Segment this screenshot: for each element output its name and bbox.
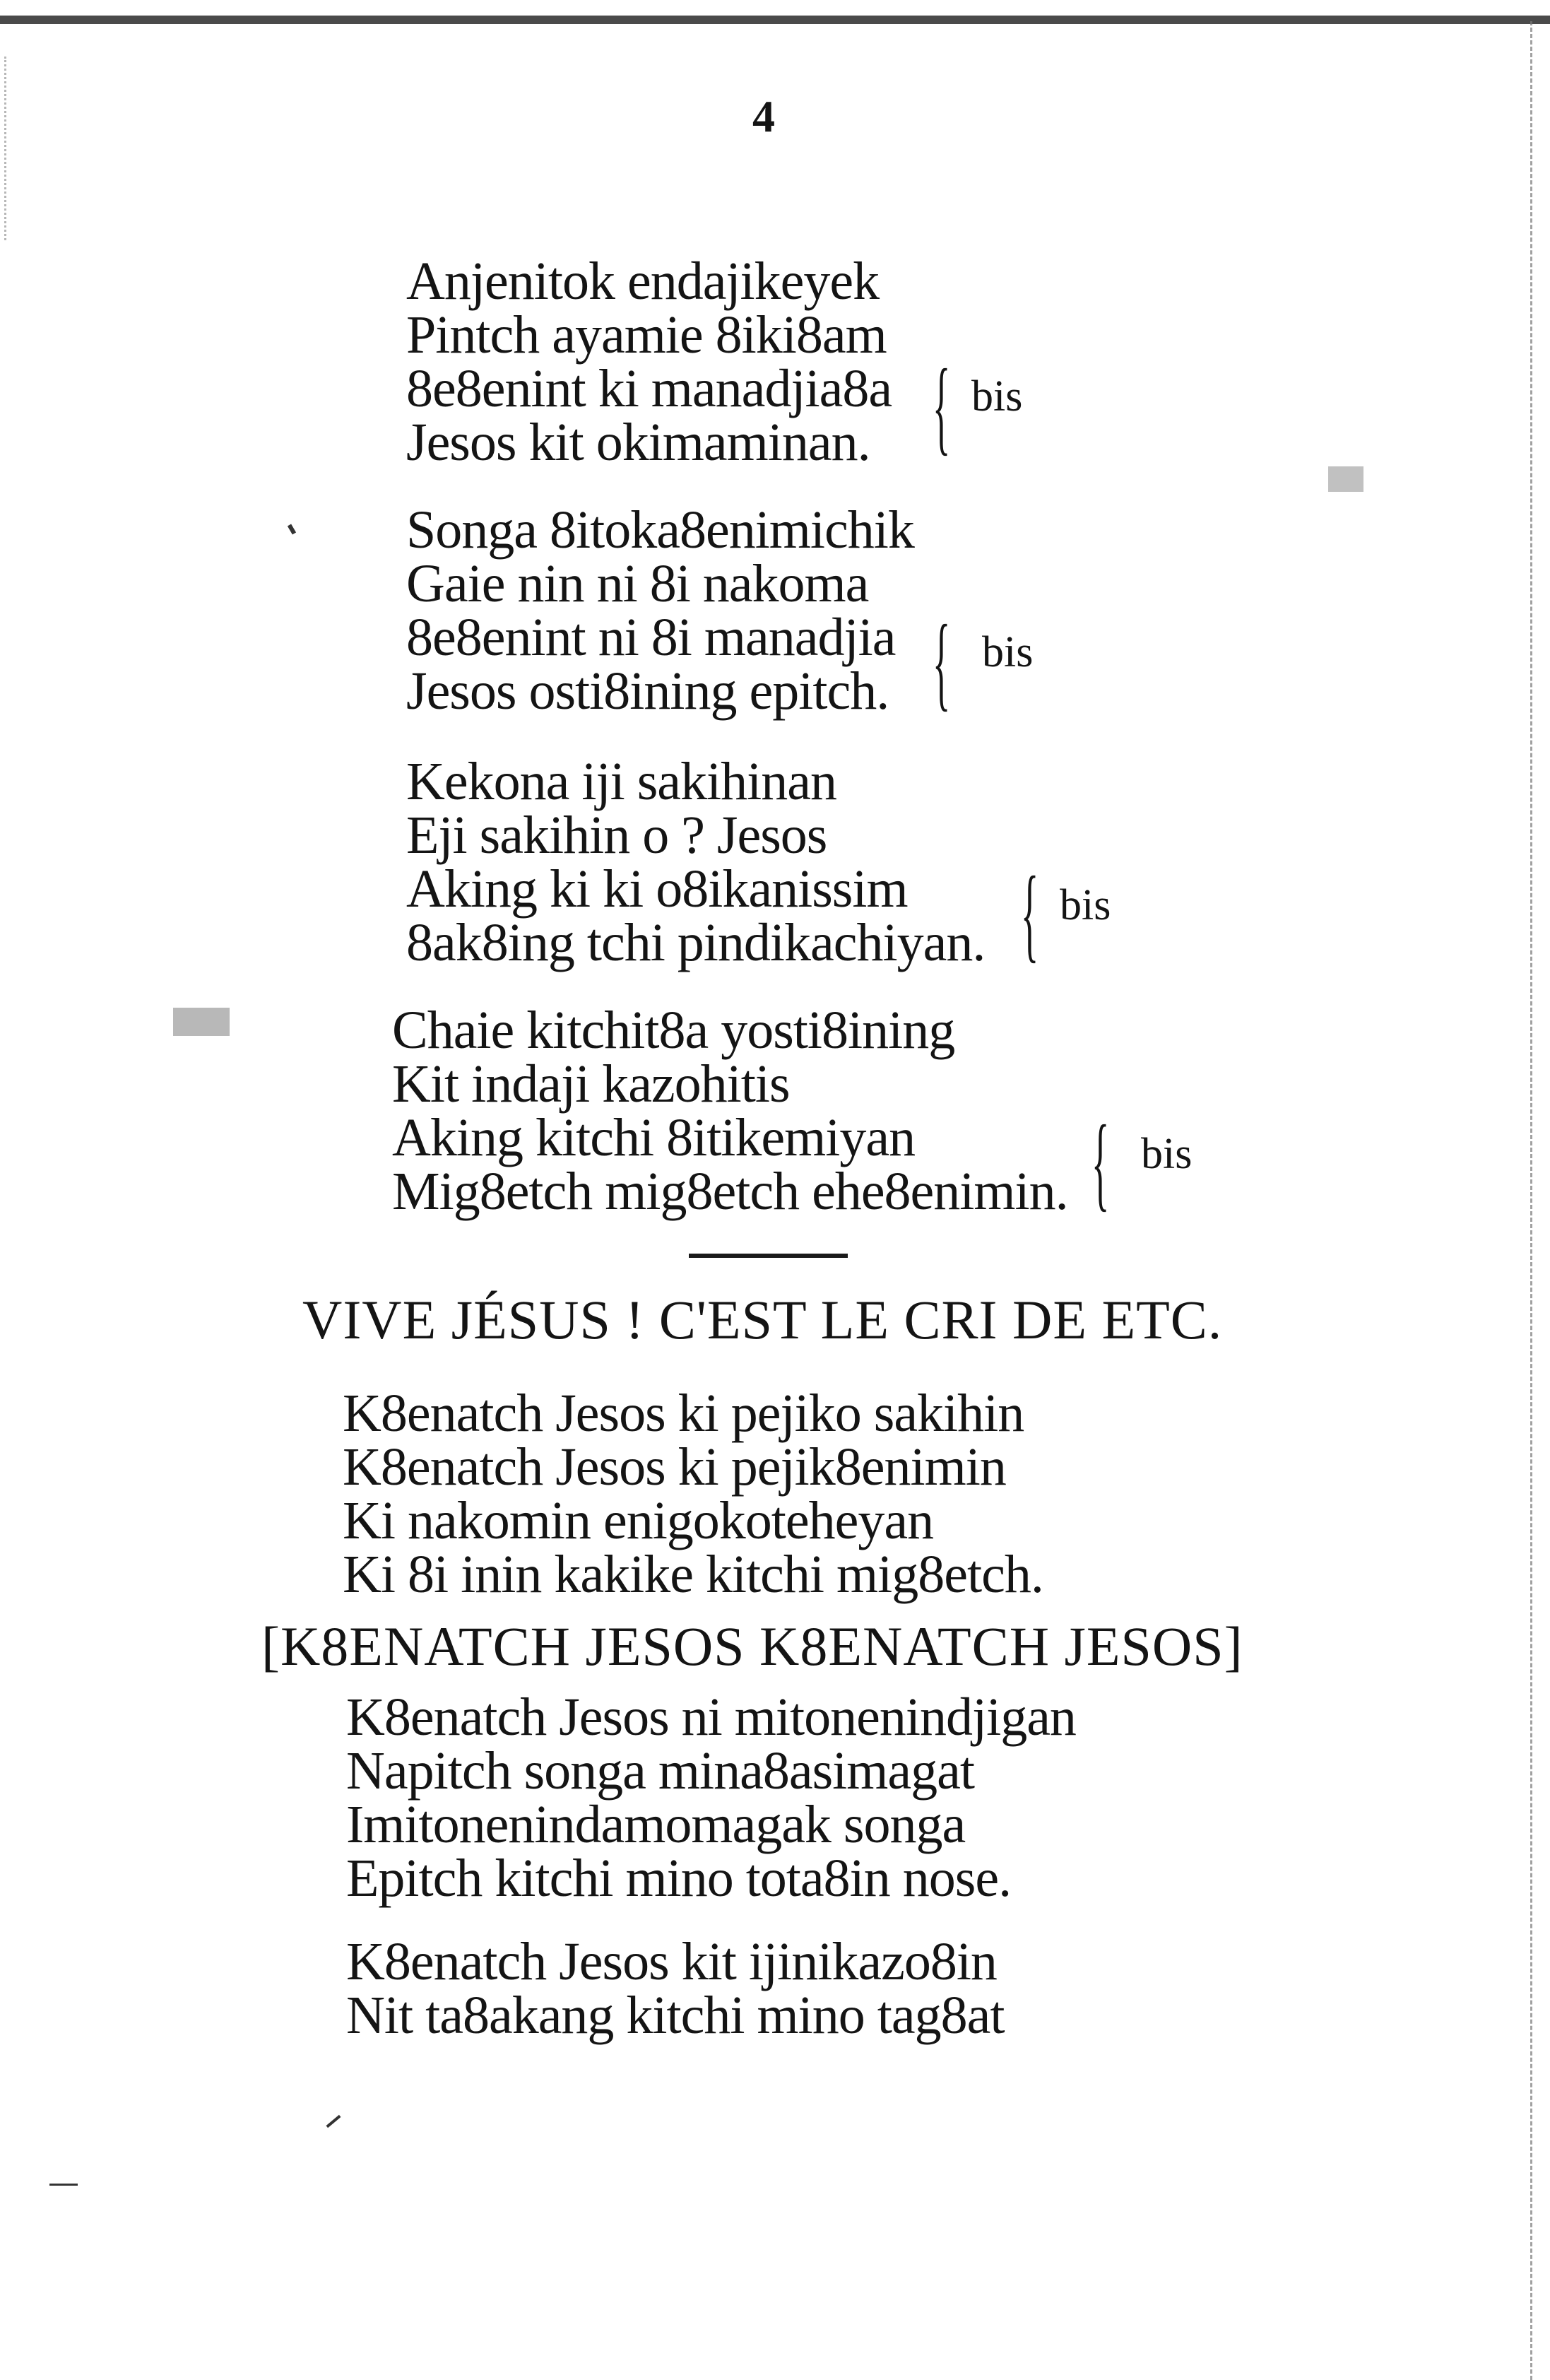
- stanza-1: [406, 252, 1023, 472]
- verse-line: Imitonenindamomagak songa: [346, 1795, 966, 1854]
- stanza-line: Jesos kit okimaminan.: [406, 413, 870, 472]
- stanza-2: [406, 500, 1034, 721]
- stanza-line: Kekona iji sakihinan: [406, 752, 836, 811]
- stanza-line: Aking kitchi 8itikemiyan: [392, 1108, 916, 1167]
- page-number: 4: [752, 91, 775, 141]
- stanza-line: Jesos osti8ining epitch.: [406, 661, 889, 721]
- right-edge-scan-artifact: [1530, 21, 1546, 2380]
- brace-icon: {: [1021, 855, 1039, 972]
- stanza-line: Aking ki ki o8ikanissim: [406, 859, 908, 919]
- stanza-line: Chaie kitchit8a yosti8ining: [392, 1001, 955, 1060]
- verse-line: K8enatch Jesos ki pejik8enimin: [343, 1437, 1006, 1497]
- verse-line: Ki 8i inin kakike kitchi mig8etch.: [343, 1545, 1043, 1604]
- ink-speck: [288, 524, 296, 534]
- stanza-line: Kit indaji kazohitis: [392, 1054, 790, 1114]
- brace-icon: {: [933, 603, 951, 721]
- ink-speck: [326, 2115, 341, 2128]
- stanza-line: 8e8enint ki manadjia8a: [406, 359, 892, 418]
- refrain-mark: bis: [982, 628, 1034, 676]
- hymn-title: VIVE JÉSUS ! C'EST LE CRI DE ETC.: [302, 1289, 1223, 1350]
- verse-line: Napitch songa mina8asimagat: [346, 1741, 974, 1801]
- stanza-line: Mig8etch mig8etch ehe8enimin.: [392, 1162, 1068, 1221]
- verse-line: Epitch kitchi mino tota8in nose.: [346, 1849, 1012, 1908]
- hymn-verse-1: [343, 1384, 1043, 1604]
- stanza-line: Anjenitok endajikeyek: [406, 252, 880, 311]
- refrain-mark: bis: [971, 372, 1023, 420]
- refrain-mark: bis: [1060, 881, 1111, 929]
- verse-line: K8enatch Jesos kit ijinikazo8in: [346, 1932, 997, 1991]
- stanza-line: 8e8enint ni 8i manadjia: [406, 608, 896, 667]
- left-edge-scan-artifact: [4, 57, 9, 240]
- refrain-heading: [K8ENATCH JESOS K8ENATCH JESOS]: [261, 1615, 1243, 1677]
- stanza-3: [406, 752, 1111, 972]
- verse-line: K8enatch Jesos ki pejiko sakihin: [343, 1384, 1024, 1443]
- stanza-line: 8ak8ing tchi pindikachiyan.: [406, 913, 986, 972]
- stanza-4: [392, 1001, 1193, 1221]
- brace-icon: {: [1091, 1104, 1110, 1221]
- refrain-mark: bis: [1141, 1130, 1193, 1178]
- ink-smudge: [1328, 466, 1363, 492]
- stanza-line: Songa 8itoka8enimichik: [406, 500, 914, 560]
- hymn-verse-2: [346, 1687, 1076, 1908]
- section-divider: [689, 1254, 848, 1258]
- verse-line: K8enatch Jesos ni mitonenindjigan: [346, 1687, 1076, 1747]
- brace-icon: {: [933, 348, 951, 465]
- stanza-line: Pintch ayamie 8iki8am: [406, 305, 887, 365]
- ink-speck: [49, 2184, 78, 2186]
- verse-line: Nit ta8akang kitchi mino tag8at: [346, 1986, 1005, 2045]
- stanza-line: Gaie nin ni 8i nakoma: [406, 554, 869, 613]
- ink-smudge: [173, 1008, 230, 1036]
- top-border-scan-artifact: [0, 16, 1550, 24]
- stanza-line: Eji sakihin o ? Jesos: [406, 806, 827, 865]
- verse-line: Ki nakomin enigokoteheyan: [343, 1491, 934, 1550]
- hymn-verse-3: [346, 1932, 1005, 2045]
